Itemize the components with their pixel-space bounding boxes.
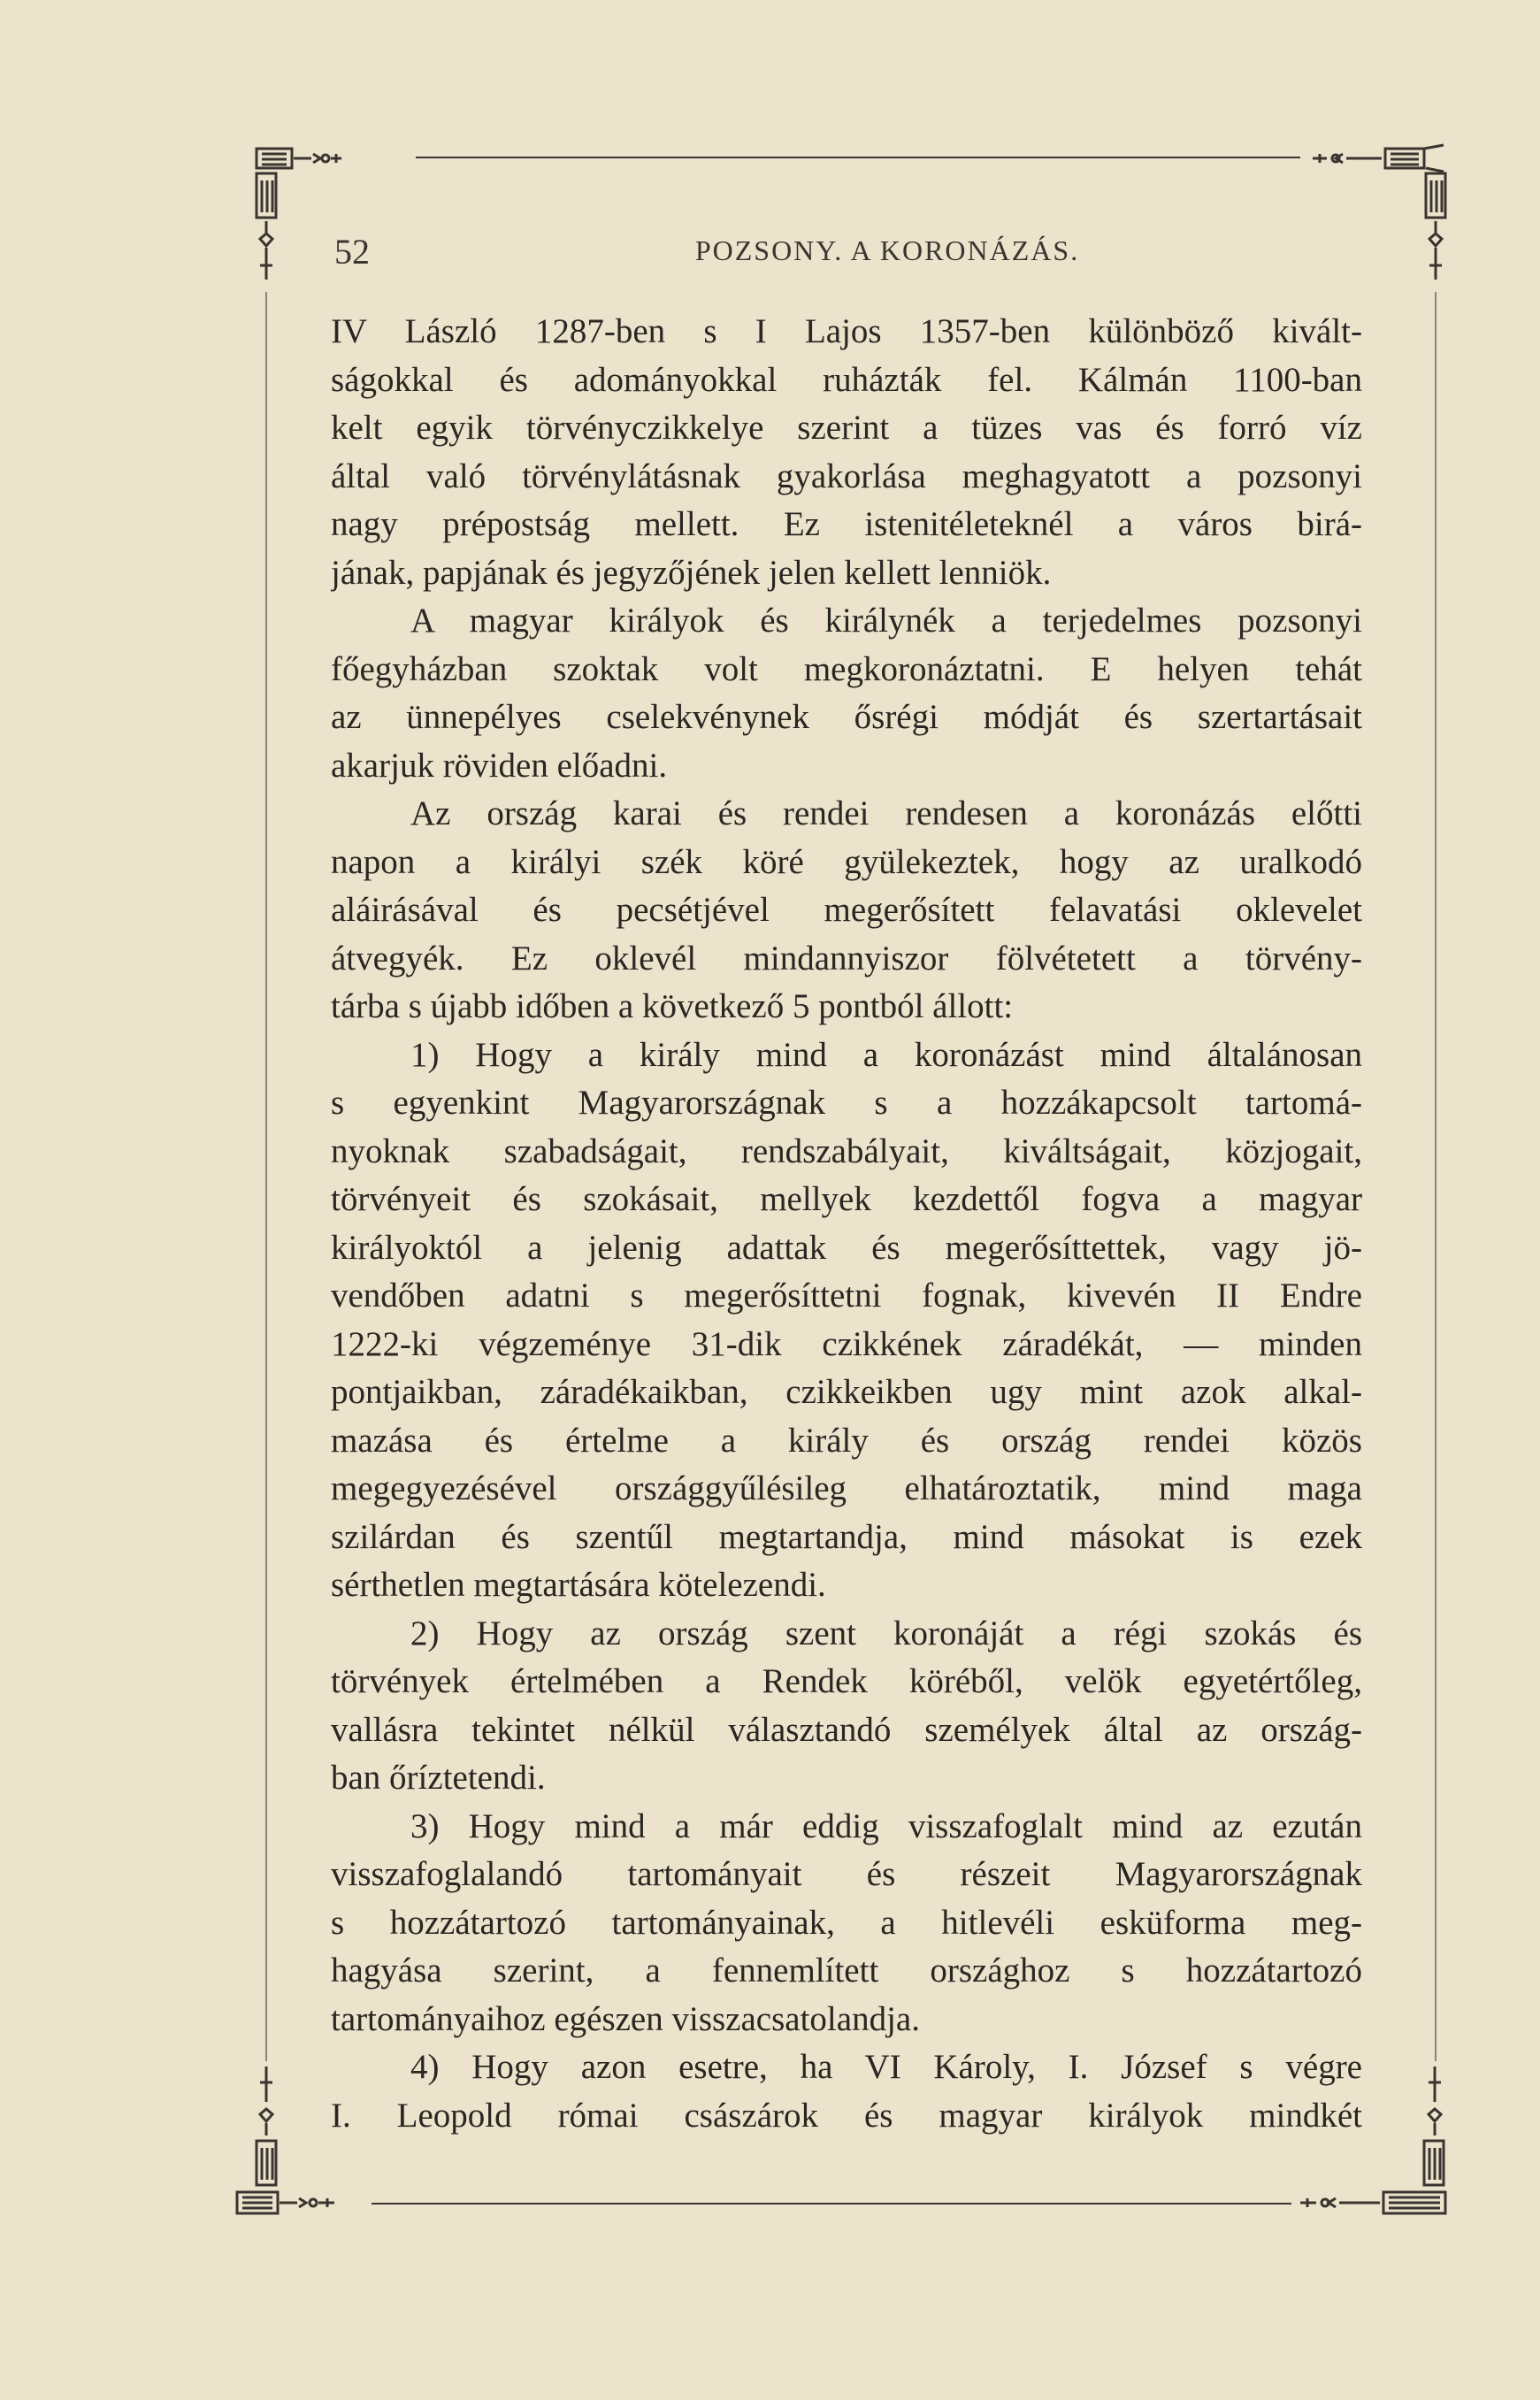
text-line: tartományaihoz egészen visszacsatolandja. <box>331 1999 920 2038</box>
text-line: ságokkal és adományokkal ruházták fel. Kálmán 1100-ban <box>331 360 1362 399</box>
text-line: törvényeit és szokásait, mellyek kezdettől fogva a magyar <box>331 1180 1362 1218</box>
text-line: megegyezésével országgyűlésileg elhatároztatik, mind maga <box>331 1469 1362 1507</box>
text-line: vallásra tekintet nélkül választandó személyek által az ország- <box>331 1710 1362 1749</box>
text-line: pontjaikban, záradékaikban, czikkeikben ugy mint azok alkal- <box>331 1373 1362 1411</box>
right-rule <box>1435 292 1437 2061</box>
text-line: IV László 1287-ben s I Lajos 1357-ben különböző kivált- <box>331 312 1362 350</box>
text-line: által való törvénylátásnak gyakorlása meghagyatott a pozsonyi <box>331 456 1362 495</box>
text-line: ban őríztetendi. <box>331 1759 546 1797</box>
page-header <box>334 226 1440 279</box>
text-line: tárba s újabb időben a következő 5 pontból állott: <box>331 987 1014 1025</box>
paragraph-start-line: 4) Hogy azon esetre, ha VI Károly, I. József s végre <box>410 2048 1362 2086</box>
text-line: főegyházban szoktak volt megkoronáztatni. E helyen tehát <box>331 649 1362 688</box>
text-line: törvények értelmében a Rendek köréből, velök egyetértőleg, <box>331 1662 1362 1700</box>
text-line: az ünnepélyes cselekvénynek ősrégi módját és szertartásait <box>331 698 1362 736</box>
text-line: átvegyék. Ez oklevél mindannyiszor fölvétetett a törvény- <box>331 939 1362 978</box>
text-line: vendőben adatni s megerősíttetni fognak, kivevén II Endre <box>331 1277 1362 1315</box>
text-line: s hozzátartozó tartományainak, a hitlevéli esküforma meg- <box>331 1903 1362 1942</box>
text-line: 1222-ki végzeménye 31-dik czikkének záradékát, — minden <box>331 1324 1362 1363</box>
paragraph-start-line: 3) Hogy mind a már eddig visszafoglalt mind az ezután <box>410 1806 1362 1845</box>
body-text <box>331 308 1362 2140</box>
text-line: mazása és értelme a király és ország rendei közös <box>331 1421 1362 1460</box>
text-line: nyoknak szabadságait, rendszabályait, kiváltságait, közjogait, <box>331 1131 1362 1170</box>
text-line: napon a királyi szék köré gyülekeztek, hogy az uralkodó <box>331 842 1362 881</box>
paragraph-start-line: 1) Hogy a király mind a koronázást mind általánosan <box>410 1035 1362 1074</box>
text-line: szilárdan és szentűl megtartandja, mind másokat is ezek <box>331 1517 1362 1556</box>
text-line: aláirásával és pecsétjével megerősített felavatási oklevelet <box>331 891 1362 929</box>
text-line: nagy prépostság mellett. Ez istenitéleteknél a város birá- <box>331 505 1362 543</box>
left-rule <box>265 292 267 2061</box>
text-line: visszafoglalandó tartományait és részeit Magyarországnak <box>331 1855 1362 1893</box>
paragraph-start-line: A magyar királyok és királynék a terjedelmes pozsonyi <box>410 602 1362 640</box>
paragraph-start-line: Az ország karai és rendei rendesen a koronázás előtti <box>410 794 1362 832</box>
text-line: jának, papjának és jegyzőjének jelen kellett lenniök. <box>331 553 1052 592</box>
text-line: kelt egyik törvényczikkelye szerint a tüzes vas és forró víz <box>331 409 1362 447</box>
text-line: akarjuk röviden előadni. <box>331 746 668 785</box>
running-head: POZSONY. A KORONÁZÁS. <box>694 234 1080 266</box>
page-number: 52 <box>334 232 370 272</box>
text-line: királyoktól a jelenig adattak és megerősíttettek, vagy jö- <box>331 1228 1362 1267</box>
text-line: sérthetlen megtartására kötelezendi. <box>331 1566 826 1604</box>
text-line: I. Leopold római császárok és magyar királyok mindkét <box>331 2096 1362 2135</box>
top-rule <box>416 157 1300 158</box>
bottom-rule <box>372 2203 1291 2204</box>
text-line: hagyása szerint, a fennemlített országhoz s hozzátartozó <box>331 1951 1362 1990</box>
text-line: s egyenkint Magyarországnak s a hozzákapcsolt tartomá- <box>331 1084 1362 1122</box>
paragraph-start-line: 2) Hogy az ország szent koronáját a régi szokás és <box>410 1614 1362 1652</box>
